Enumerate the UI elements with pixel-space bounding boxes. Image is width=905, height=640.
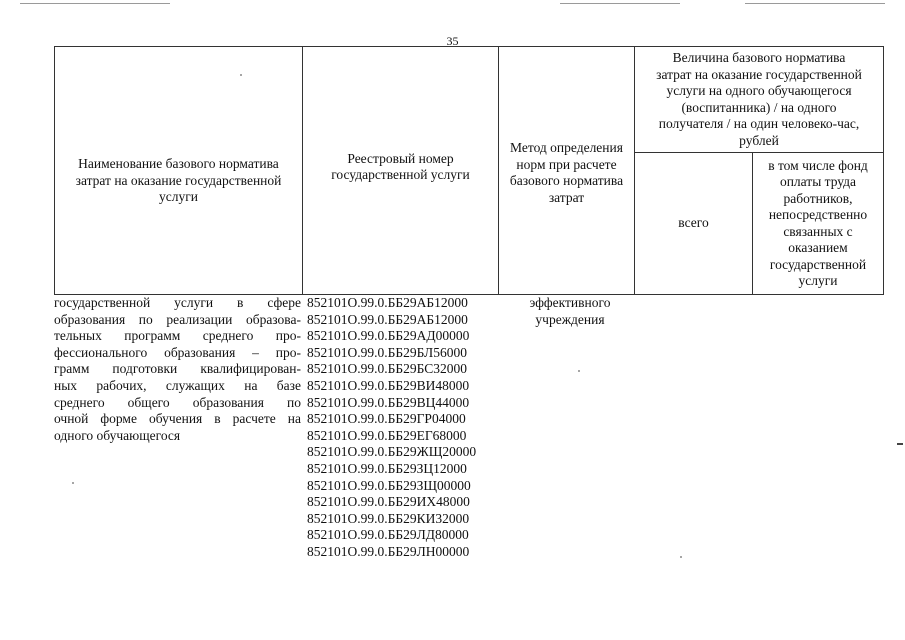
service-name-line: очной форме обучения в расчете на	[54, 411, 301, 427]
registry-number: 852101О.99.0.ББ29АБ12000	[307, 295, 468, 310]
header-cell-total: всего	[635, 153, 753, 295]
registry-number: 852101О.99.0.ББ29ВИ48000	[307, 377, 470, 393]
scan-speck	[680, 556, 682, 558]
registry-number: 852101О.99.0.ББ29АД00000	[307, 328, 470, 344]
method-line: эффективного	[529, 295, 611, 310]
header-cell-service-name: Наименование базового норматива затрат на оказание государственной услуги	[55, 47, 303, 295]
service-name-line: одного обучающегося	[54, 427, 181, 443]
registry-number: 852101О.99.0.ББ29ИХ48000	[307, 494, 470, 510]
registry-number: 852101О.99.0.ББ29ГР04000	[307, 411, 466, 427]
header-cell-wage-fund: в том числе фонд оплаты труда работников, непосредственно связанных с оказанием государственной услуги	[753, 153, 884, 295]
registry-number: 852101О.99.0.ББ29БЛ56000	[307, 344, 467, 360]
service-name-line: образования по реализации образова-	[54, 311, 301, 327]
margin-mark	[897, 443, 903, 445]
norms-table-header	[54, 46, 884, 295]
scan-speck	[578, 370, 580, 372]
registry-number-list	[307, 295, 507, 561]
header-cell-norm-value: Величина базового норматива затрат на оказание государственной услуги на одного обучающегося (воспитанника) / на одного получателя / на один человеко-час, рублей	[635, 47, 884, 153]
registry-number: 852101О.99.0.ББ29ВЦ44000	[307, 394, 470, 410]
method-text	[503, 295, 637, 328]
service-name-line: ных рабочих, служащих на базе	[54, 377, 301, 393]
registry-number: 852101О.99.0.ББ29ЗЩ00000	[307, 477, 471, 493]
service-name-line: среднего общего образования по	[54, 394, 301, 410]
scan-speck	[72, 482, 74, 484]
service-name-text	[54, 295, 301, 444]
registry-number: 852101О.99.0.ББ29АБ12000	[307, 311, 468, 327]
registry-number: 852101О.99.0.ББ29ЖЩ20000	[307, 444, 477, 460]
header-cell-registry-number: Реестровый номер государственной услуги	[303, 47, 499, 295]
service-name-line: государственной услуги в сфере	[54, 295, 301, 310]
service-name-line: тельных программ среднего про-	[54, 328, 301, 344]
registry-number: 852101О.99.0.ББ29ЗЦ12000	[307, 460, 467, 476]
registry-number: 852101О.99.0.ББ29ЛН00000	[307, 543, 470, 559]
scan-edge-line	[20, 3, 170, 4]
header-cell-method: Метод определения норм при расчете базового норматива затрат	[499, 47, 635, 295]
service-name-line: грамм подготовки квалифицирован-	[54, 361, 301, 377]
scan-speck	[240, 74, 242, 76]
page-number: 35	[446, 34, 459, 48]
method-line: учреждения	[535, 311, 605, 327]
scan-edge-line	[745, 3, 885, 4]
registry-number: 852101О.99.0.ББ29КИ32000	[307, 510, 470, 526]
registry-number: 852101О.99.0.ББ29ЕГ68000	[307, 427, 467, 443]
scan-edge-line	[560, 3, 680, 4]
registry-number: 852101О.99.0.ББ29ЛД80000	[307, 527, 469, 543]
service-name-line: фессионального образования – про-	[54, 344, 301, 360]
registry-number: 852101О.99.0.ББ29БС32000	[307, 361, 468, 377]
